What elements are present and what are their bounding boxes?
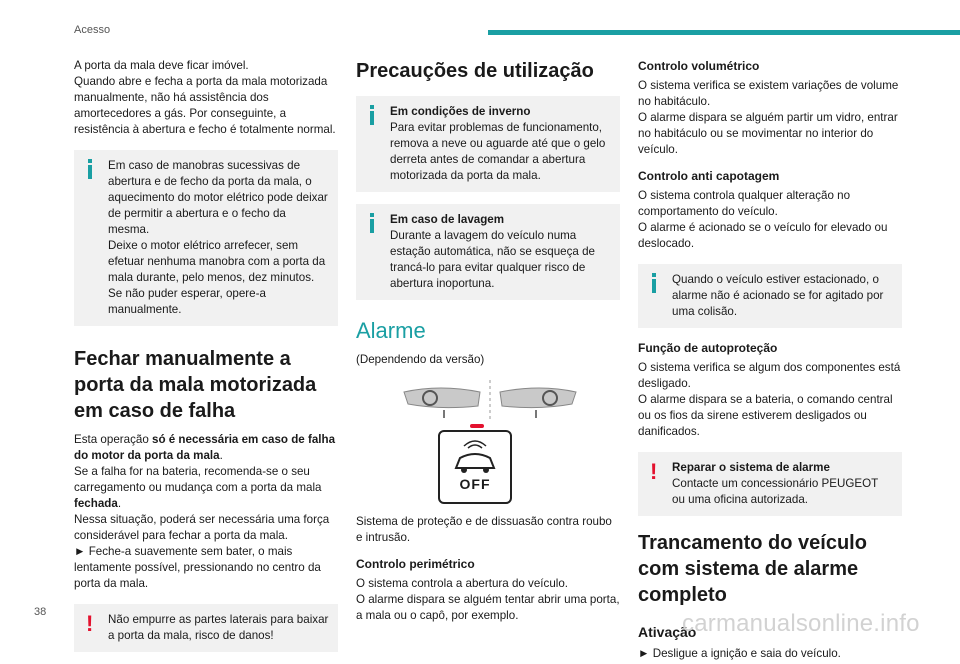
warning-note-repair	[638, 452, 902, 516]
warning-note	[74, 604, 338, 652]
alarm-off-button	[438, 430, 512, 504]
paragraph-manual-close	[74, 432, 338, 592]
indicator-led	[470, 424, 484, 428]
mirror-illustration	[400, 378, 580, 422]
note-title: Em condições de inverno	[390, 105, 531, 118]
note-text: Para evitar problemas de funcionamento, remova a neve ou aguarde até que o gelo derreta antes de comandar a abertura motorizada da porta da mala.	[390, 121, 606, 182]
paragraph-self-protection: O sistema verifica se algum dos componentes está desligado. O alarme dispara se a bateria, o comando central ou os fios da sirene estiverem desligados ou danificados.	[638, 361, 901, 438]
watermark: carmanualsonline.info	[682, 610, 920, 637]
subheading-activation: Ativação	[638, 624, 697, 640]
info-icon	[650, 273, 658, 293]
section-heading-locking: Trancamento do veículo com sistema de alarme completo	[638, 532, 867, 606]
mirror-icon	[400, 378, 580, 422]
info-note	[74, 150, 338, 326]
subheading-tilt: Controlo anti capotagem	[638, 169, 780, 183]
note-text: Contacte um concessionário PEUGEOT ou uma oficina autorizada.	[672, 477, 878, 506]
note-title: Em caso de lavagem	[390, 213, 505, 226]
paragraph-alarm-intro: Sistema de proteção e de dissuasão contra roubo e intrusão.	[356, 515, 612, 544]
paragraph-perimeter: O sistema controla a abertura do veículo. O alarme dispara se alguém tentar abrir uma porta, a mala ou o capô, por exemplo.	[356, 577, 620, 622]
subheading-volumetric: Controlo volumétrico	[638, 59, 760, 73]
text-run: . Nessa situação, poderá ser necessária uma força considerável para fechar a porta da mala. ► Feche-a suavemente sem bater, o mais lentamente possível, pressionando no centro da porta da mala.	[74, 497, 330, 590]
info-icon	[368, 105, 376, 125]
column-2	[356, 58, 620, 624]
column-1	[74, 58, 338, 664]
subheading-perimeter: Controlo perimétrico	[356, 557, 475, 571]
note-title: Reparar o sistema de alarme	[672, 461, 830, 474]
column-3	[638, 58, 902, 662]
info-note-parked	[638, 264, 902, 328]
paragraph-volumetric: O sistema verifica se existem variações de volume no habitáculo. O alarme dispara se alguém partir um vidro, entrar no habitáculo ou se movimentar no interior do veículo.	[638, 79, 899, 156]
info-note-text: Em caso de manobras sucessivas de abertura e de fecho da porta da mala, o aquecimento do motor elétrico pode deixar de permitir a abertura e o fecho da mesma. Deixe o motor elétrico arrefecer, sem efetuar nenhuma manobra com a porta da mala durante, pelo menos, dez minutos. Se não puder esperar, opere-a manualmente.	[108, 159, 328, 316]
text-run: . Se a falha for na bateria, recomenda-se o seu carregamento ou mudança com a porta da mala	[74, 449, 322, 494]
info-note-wash	[356, 204, 620, 300]
text-run-bold: só é necessária em caso de falha do motor da porta da mala	[74, 433, 336, 462]
off-label: OFF	[459, 476, 491, 492]
section-heading-alarm: Alarme	[356, 318, 426, 343]
warning-note-text: Não empurre as partes laterais para baixar a porta da mala, risco de danos!	[108, 613, 329, 642]
section-label: Acesso	[74, 24, 111, 36]
version-note: (Dependendo da versão)	[356, 353, 485, 366]
paragraph-tilt: O sistema controla qualquer alteração no comportamento do veículo. O alarme é acionado se o veículo for elevado ou deslocado.	[638, 189, 888, 250]
note-text: Durante a lavagem do veículo numa estação automática, não se esqueça de trancá-lo para evitar qualquer risco de abertura inoportuna.	[390, 229, 595, 290]
section-heading-manual-close: Fechar manualmente a porta da mala motorizada em caso de falha	[74, 348, 317, 422]
info-icon	[368, 213, 376, 233]
car-alarm-icon	[440, 438, 510, 478]
subheading-self-protection: Função de autoproteção	[638, 341, 778, 355]
paragraph-intro: A porta da mala deve ficar imóvel. Quando abre e fecha a porta da mala motorizada manualmente, não há assistência dos amortecedores a gás. Por conseguinte, a resistência à abertura e fecho é totalmente normal.	[74, 59, 336, 136]
info-icon	[86, 159, 94, 179]
section-heading-precautions: Precauções de utilização	[356, 60, 594, 82]
text-run-bold: fechada	[74, 497, 118, 510]
page-number: 38	[34, 606, 47, 618]
header-accent-bar	[488, 30, 960, 35]
info-note-winter	[356, 96, 620, 192]
note-text: Quando o veículo estiver estacionado, o alarme não é acionado se for agitado por uma colisão.	[672, 273, 884, 318]
paragraph-activation: ► Desligue a ignição e saia do veículo.	[638, 647, 841, 660]
warning-icon: !	[650, 459, 658, 484]
text-run: Esta operação	[74, 433, 152, 446]
warning-icon: !	[86, 611, 94, 636]
